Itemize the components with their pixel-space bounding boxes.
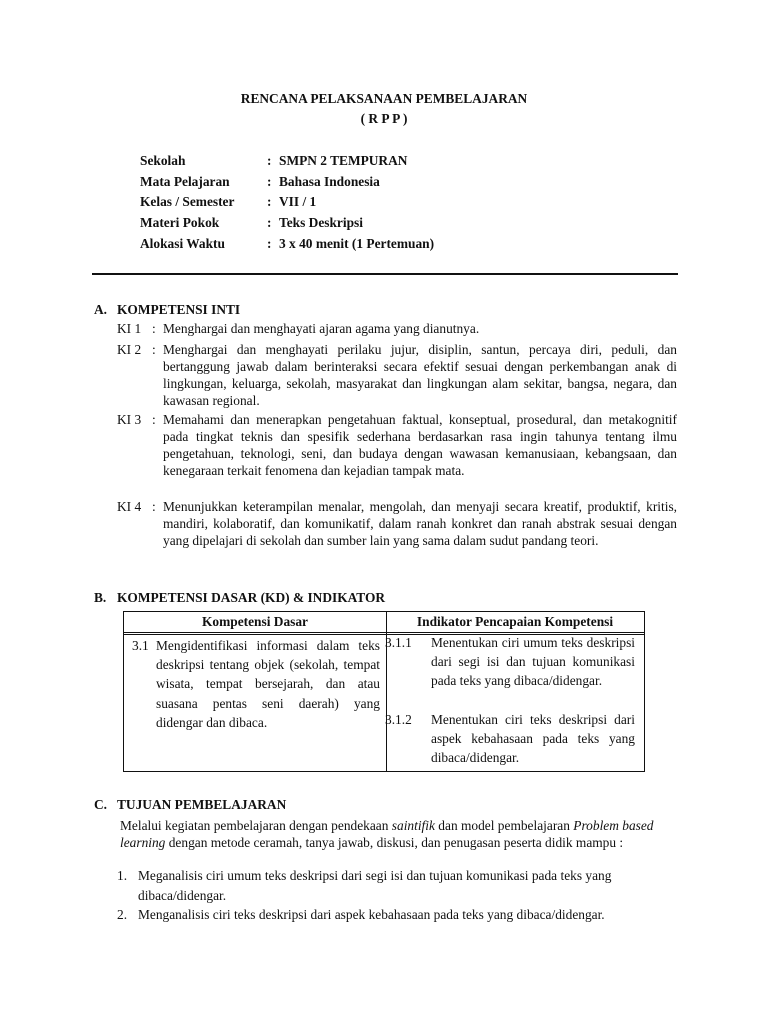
ki-item-4 [117,498,677,549]
table-header-indicator: Indikator Pencapaian Kompetensi [416,614,614,629]
intro-text: dan model pembelajaran [434,818,574,833]
section-title: KOMPETENSI INTI [117,302,241,317]
identity-value: Bahasa Indonesia [279,174,380,189]
ki-code: KI 4 [117,499,142,514]
section-letter: A. [94,302,108,317]
objective-text: Menganalisis ciri teks deskripsi dari aspek kebahasaan pada teks yang dibaca/didengar. [138,907,605,922]
ki-item-2 [117,341,677,409]
document-subtitle: ( R P P ) [360,111,408,126]
ki-text: Menunjukkan keterampilan menalar, mengolah, dan menyaji secara kreatif, produktif, kritis, mandiri, kolaboratif, dan komunikatif, dalam ranah konkret dan ranah abstrak sesuai dengan yang dipelajari di sekolah dan sumber lain yang sama dalam sudut pandang teori. [163,499,677,548]
identity-colon: : [267,236,272,251]
objective-item-2 [117,905,677,925]
indicator-text: Menentukan ciri teks deskripsi dari aspek kebahasaan pada teks yang dibaca/didengar. [431,712,635,766]
indicator-text: Menentukan ciri umum teks deskripsi dari segi isi dan tujuan komunikasi pada teks yang dibaca/didengar. [431,635,635,689]
indicator-number: 3.1.1 [385,635,412,650]
ki-text: Menghargai dan menghayati ajaran agama yang dianutnya. [163,321,480,336]
ki-code: KI 3 [117,412,142,427]
indicator-item-2 [385,710,635,768]
ki-text: Memahami dan menerapkan pengetahuan faktual, konseptual, prosedural, dan metakognitif pada tingkat teknis dan spesifik sederhana berdasarkan rasa ingin tahunya tentang ilmu pengetahuan, teknologi, seni, dan budaya dengan wawasan kemanusiaan, kebangsaan, dan kenegaraan terkait fenomena dan kejadian tampak mata. [163,412,677,478]
indicator-number: 3.1.2 [385,712,412,727]
ki-colon: : [152,321,156,336]
identity-label: Sekolah [140,153,186,168]
document-title: RENCANA PELAKSANAAN PEMBELAJARAN [240,91,528,106]
identity-colon: : [267,215,272,230]
table-header-kd: Kompetensi Dasar [201,614,308,629]
identity-label: Mata Pelajaran [140,174,230,189]
intro-emphasis: Problem based learning [120,818,654,850]
identity-value: VII / 1 [279,194,317,209]
section-letter: B. [94,590,107,605]
objective-text: Meganalisis ciri umum teks deskripsi dari segi isi dan tujuan komunikasi pada teks yang dibaca/didengar. [138,868,612,903]
kd-cell [132,636,380,732]
intro-emphasis: saintifik [391,818,435,833]
identity-colon: : [267,194,272,209]
intro-text: Melalui kegiatan pembelajaran dengan pendekaan [120,818,392,833]
identity-label: Alokasi Waktu [140,236,225,251]
indicator-item-1 [385,633,635,691]
objective-number: 1. [117,868,128,883]
kd-indicator-table [123,611,645,772]
identity-label: Materi Pokok [140,215,220,230]
ki-colon: : [152,412,156,427]
ki-item-3 [117,411,677,479]
ki-code: KI 2 [117,342,142,357]
ki-code: KI 1 [117,321,142,336]
horizontal-divider [92,273,678,275]
identity-colon: : [267,174,272,189]
kd-text: Mengidentifikasi informasi dalam teks deskripsi tentang objek (sekolah, tempat wisata, tempat bersejarah, dan atau suasana pentas seni daerah) yang didengar dan dibaca. [156,638,380,730]
ki-text: Menghargai dan menghayati perilaku jujur, disiplin, santun, percaya diri, peduli, dan bertanggung jawab dalam berinteraksi secara efektif sesuai dengan perkembangan anak di lingkungan, keluarga, sekolah, masyarakat dan lingkungan alam sekitar, bangsa, negara, dan kawasan regional. [163,342,677,408]
section-title: KOMPETENSI DASAR (KD) & INDIKATOR [117,590,386,605]
identity-label: Kelas / Semester [140,194,235,209]
objective-intro [120,817,676,851]
kd-number: 3.1 [132,638,149,653]
intro-text: dengan metode ceramah, tanya jawab, diskusi, dan penugasan peserta didik mampu : [165,835,624,850]
section-letter: C. [94,797,108,812]
ki-item-1 [117,320,677,337]
identity-value: Teks Deskripsi [279,215,363,230]
ki-colon: : [152,499,156,514]
section-title: TUJUAN PEMBELAJARAN [117,797,287,812]
identity-value: 3 x 40 menit (1 Pertemuan) [279,236,435,251]
ki-colon: : [152,342,156,357]
identity-colon: : [267,153,272,168]
objective-number: 2. [117,907,128,922]
objective-item-1 [117,866,677,905]
identity-value: SMPN 2 TEMPURAN [279,153,408,168]
